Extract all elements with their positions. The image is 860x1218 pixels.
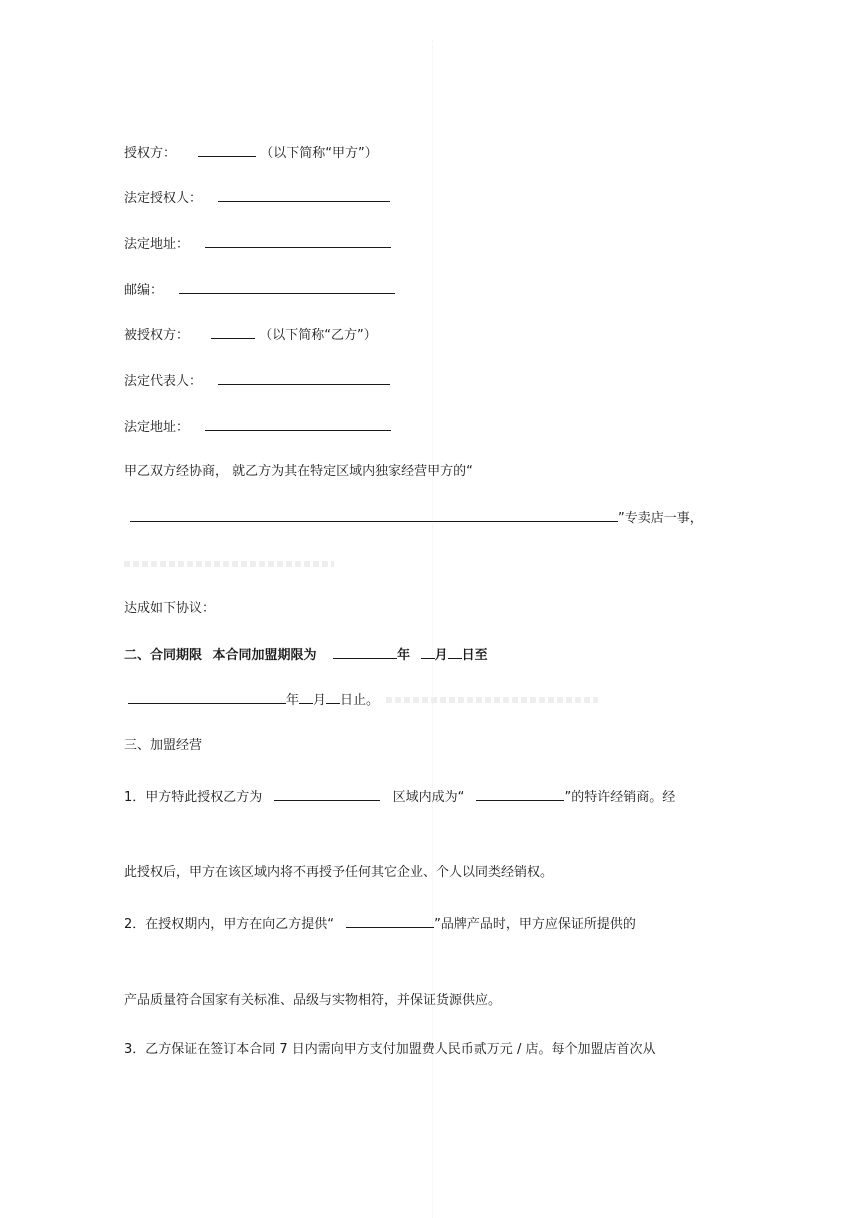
section3-title: 三、加盟经营	[124, 738, 203, 753]
store-name-blank	[130, 509, 618, 522]
store-line	[130, 509, 703, 528]
start-month-label: 月	[434, 648, 448, 663]
licensor-label: 授权方：	[124, 146, 177, 161]
start-month-blank	[421, 646, 435, 659]
end-year-blank	[128, 691, 286, 704]
section2-line	[124, 646, 488, 665]
licensee-address-label: 法定地址：	[124, 420, 190, 435]
item2-line	[124, 915, 636, 934]
end-day-blank	[326, 691, 340, 704]
licensee-rep-line	[124, 372, 390, 391]
postcode-line	[124, 281, 395, 300]
end-month-label: 月	[313, 693, 327, 708]
region-blank	[274, 788, 380, 801]
intro-line	[124, 463, 473, 481]
start-year-label: 年	[397, 648, 411, 663]
agreement-text: 达成如下协议：	[124, 601, 216, 616]
item1-d: 此授权后，甲方在该区域内将不再授予任何其它企业、个人以同类经销权。	[124, 865, 554, 880]
licensor-suffix: （以下简称“甲方”）	[260, 146, 378, 161]
item1-a: 1．甲方特此授权乙方为	[124, 790, 263, 805]
licensee-blank	[211, 326, 255, 339]
licensor-address-label: 法定地址：	[124, 237, 190, 252]
period-end-line	[128, 691, 379, 710]
item1-cont-line	[124, 864, 553, 882]
end-month-blank	[299, 691, 313, 704]
item3-text: 3．乙方保证在签订本合同 7 日内需向甲方支付加盟费人民币贰万元 / 店。每个加盟店首次从	[124, 1042, 656, 1057]
licensor-address-line	[124, 235, 391, 254]
postcode-blank	[179, 281, 395, 294]
faint-text-2	[386, 697, 598, 703]
section2-title: 二、合同期限	[124, 648, 203, 663]
licensee-rep-blank	[218, 372, 390, 385]
licensee-line	[124, 326, 377, 345]
licensee-label: 被授权方：	[124, 328, 190, 343]
licensor-blank	[198, 144, 256, 157]
item2-b: ”品牌产品时，甲方应保证所提供的	[434, 917, 636, 932]
item3-line	[124, 1041, 655, 1059]
end-year-label: 年	[286, 693, 300, 708]
section3-title-line	[124, 737, 202, 755]
store-suffix: ”专卖店一事，	[618, 511, 703, 526]
intro-text: 甲乙双方经协商， 就乙方为其在特定区域内独家经营甲方的“	[124, 464, 473, 479]
agreement-line	[124, 600, 215, 618]
item2-cont-line	[124, 992, 501, 1010]
item1-c: ”的特许经销商。经	[564, 790, 676, 805]
licensee-rep-label: 法定代表人：	[124, 374, 203, 389]
licensor-address-blank	[205, 235, 391, 248]
end-day-label: 日止。	[340, 693, 380, 708]
item1-b: 区域内成为“	[392, 790, 465, 805]
start-year-blank	[333, 646, 397, 659]
licensor-rep-line	[124, 189, 390, 208]
postcode-label: 邮编：	[124, 283, 164, 298]
licensor-rep-label: 法定授权人：	[124, 191, 203, 206]
licensor-line	[124, 144, 378, 163]
start-day-label: 日至	[461, 648, 488, 663]
licensor-rep-blank	[218, 189, 390, 202]
item2-a: 2．在授权期内，甲方在向乙方提供“	[124, 917, 335, 932]
licensee-suffix: （以下简称“乙方”）	[259, 328, 377, 343]
brand-blank-1	[476, 788, 564, 801]
brand-blank-2	[346, 915, 434, 928]
item1-line	[124, 788, 675, 807]
item2-c: 产品质量符合国家有关标准、品级与实物相符，并保证货源供应。	[124, 993, 502, 1008]
section2-text: 本合同加盟期限为	[212, 648, 317, 663]
licensee-address-line	[124, 418, 391, 437]
start-day-blank	[448, 646, 462, 659]
faint-text	[124, 561, 334, 567]
licensee-address-blank	[205, 418, 391, 431]
